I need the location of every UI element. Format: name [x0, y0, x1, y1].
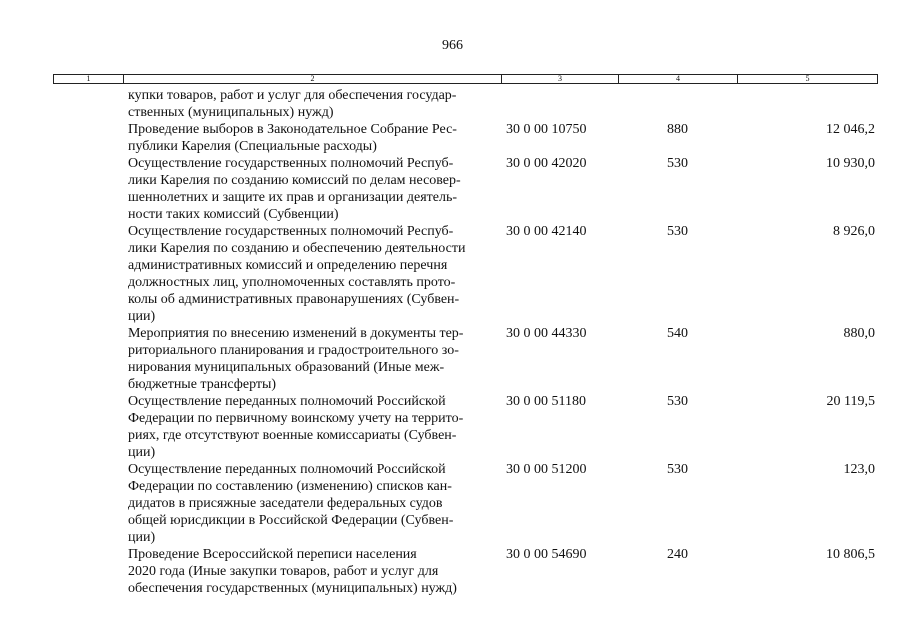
table-row [0, 121, 905, 155]
row-name: Осуществление государственных полномочий Респуб- лики Карелия по созданию комиссий по делам несовер- шеннолетних и защите их прав и организации деятель- ности таких комиссий (Субвенции) [128, 156, 461, 222]
row-name: купки товаров, работ и услуг для обеспечения государ- ственных (муниципальных) нужд) [128, 88, 457, 120]
row-code: 30 0 00 42140 [506, 224, 587, 239]
table-row [0, 325, 905, 393]
row-amount: 20 119,5 [826, 394, 875, 409]
row-name: Осуществление переданных полномочий Российской Федерации по составлению (изменению) списков кан- дидатов в присяжные заседатели федеральных судов общей юрисдикции в Российской Федерации (Субвен- ции) [128, 462, 454, 545]
row-amount: 8 926,0 [833, 224, 875, 239]
table-row [0, 393, 905, 461]
column-header-3: 3 [502, 75, 619, 83]
table-row [0, 155, 905, 223]
row-code: 30 0 00 51200 [506, 462, 587, 477]
row-code: 30 0 00 10750 [506, 122, 587, 137]
table-row [0, 223, 905, 325]
row-amount: 10 806,5 [826, 547, 875, 562]
row-kind: 530 [667, 156, 688, 171]
row-kind: 530 [667, 224, 688, 239]
row-code: 30 0 00 42020 [506, 156, 587, 171]
row-code: 30 0 00 54690 [506, 547, 587, 562]
row-kind: 240 [667, 547, 688, 562]
row-name: Проведение Всероссийской переписи населения 2020 года (Иные закупки товаров, работ и услуг для обеспечения государственных (муниципальных) нужд) [128, 547, 457, 596]
page-number: 966 [442, 38, 463, 53]
table-header [53, 74, 878, 84]
table-row [0, 546, 905, 597]
row-amount: 12 046,2 [826, 122, 875, 137]
row-name: Проведение выборов в Законодательное Собрание Рес- публики Карелия (Специальные расходы) [128, 122, 457, 154]
column-header-5: 5 [805, 74, 810, 83]
column-header-1: 1 [54, 75, 124, 83]
column-header-4: 4 [619, 75, 738, 83]
row-code: 30 0 00 44330 [506, 326, 587, 341]
column-header-2: 2 [124, 75, 502, 83]
row-kind: 530 [667, 462, 688, 477]
row-kind: 540 [667, 326, 688, 341]
row-kind: 880 [667, 122, 688, 137]
row-kind: 530 [667, 394, 688, 409]
table-row [0, 87, 905, 121]
row-code: 30 0 00 51180 [506, 394, 586, 409]
row-amount: 123,0 [843, 462, 875, 477]
table-row [0, 461, 905, 546]
table-body [0, 87, 905, 597]
row-name: Осуществление государственных полномочий Респуб- лики Карелия по созданию и обеспечению деятельности административных комиссий и определению перечня должностных лиц, уполномоченных составлять прото- колы об административных правонарушениях (Субвен- ции) [128, 224, 466, 324]
row-name: Мероприятия по внесению изменений в документы тер- риториального планирования и градостроительного зо- нирования муниципальных образований (Иные меж- бюджетные трансферты) [128, 326, 464, 392]
row-amount: 880,0 [843, 326, 875, 341]
row-name: Осуществление переданных полномочий Российской Федерации по первичному воинскому учету на террито- риях, где отсутствуют военные комиссариаты (Субвен- ции) [128, 394, 464, 460]
row-amount: 10 930,0 [826, 156, 875, 171]
